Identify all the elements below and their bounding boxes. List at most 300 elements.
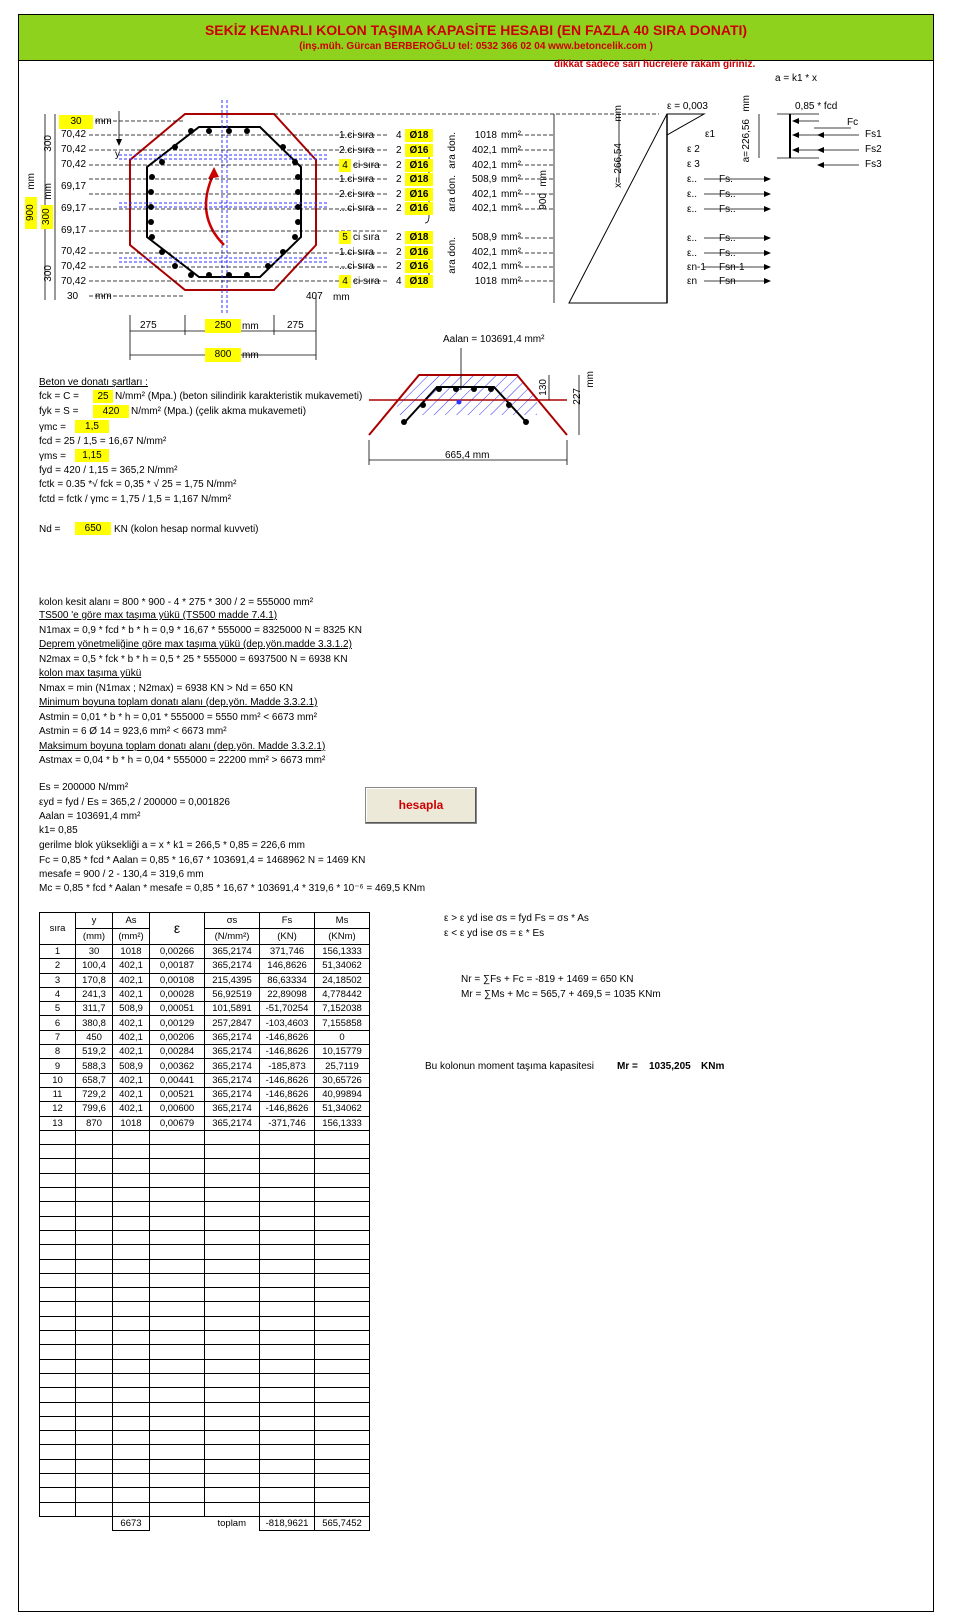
table-cell: 365,2174 xyxy=(205,1116,260,1130)
col-sira: sıra xyxy=(40,913,76,945)
row-n: 4 xyxy=(396,130,402,141)
fyd-line: fyd = 420 / 1,15 = 365,2 N/mm² xyxy=(39,465,178,476)
empty-row xyxy=(40,1316,370,1330)
row-label: ci sıra xyxy=(353,160,380,171)
aalan-label: Aalan = 103691,4 mm² xyxy=(443,334,545,345)
eps-4: ε.. xyxy=(687,174,698,185)
dim-10: 30 xyxy=(67,291,79,302)
row-label: 1.ci sıra xyxy=(339,130,375,141)
table-cell: -371,746 xyxy=(260,1116,315,1130)
table-cell: 0,00266 xyxy=(150,945,205,959)
table-cell: 4 xyxy=(40,987,76,1001)
table-cell: 156,1333 xyxy=(315,945,370,959)
table-cell: 365,2174 xyxy=(205,1030,260,1044)
gms-label: γms = xyxy=(39,451,66,462)
col-sig: σs xyxy=(205,913,260,929)
capacity-unit: KNm xyxy=(701,1061,725,1072)
dim-3: 70,42 xyxy=(61,159,87,170)
table-cell: 799,6 xyxy=(76,1102,113,1116)
table-cell: 508,9 xyxy=(113,1059,150,1073)
table-cell: -146,8626 xyxy=(260,1030,315,1044)
table-cell: 56,92519 xyxy=(205,987,260,1001)
row-area: 1018 xyxy=(474,276,497,287)
fcd-label: 0,85 * fcd xyxy=(795,101,838,112)
col-as-unit: (mm²) xyxy=(113,929,150,945)
table-cell: 658,7 xyxy=(76,1073,113,1087)
calc-line: Deprem yönetmeliğine göre max taşıma yükü (dep.yön.madde 3.3.1.2) xyxy=(39,639,352,650)
warning-text: dikkat sadece sarı hücrelere rakam giriniz. xyxy=(554,59,756,70)
nd-desc: KN (kolon hesap normal kuvveti) xyxy=(114,524,259,535)
row-label: ci sıra xyxy=(353,232,380,243)
empty-row xyxy=(40,1259,370,1273)
table-cell: 5 xyxy=(40,1002,76,1016)
table-cell: 402,1 xyxy=(113,973,150,987)
table-cell: 25,7119 xyxy=(315,1059,370,1073)
empty-row xyxy=(40,1488,370,1502)
calc-line: Astmax = 0,04 * b * h = 0,04 * 555000 = 22200 mm² > 6673 mm² xyxy=(39,755,326,766)
ara-don-2: ara don. xyxy=(447,175,458,212)
fs3-label: Fs3 xyxy=(865,159,882,170)
table-cell: 2 xyxy=(40,959,76,973)
row-unit: mm² xyxy=(501,130,521,141)
row-n: 2 xyxy=(396,174,402,185)
empty-row xyxy=(40,1331,370,1345)
table-cell: 3 xyxy=(40,973,76,987)
capacity-mr: Mr = xyxy=(617,1061,638,1072)
nr-equation: Nr = ∑Fs + Fc = -819 + 1469 = 650 KN xyxy=(461,974,634,985)
stirrup-outline xyxy=(147,127,301,277)
table-cell: 402,1 xyxy=(113,1016,150,1030)
fck-input[interactable]: 25 xyxy=(93,390,113,403)
calc-line: Astmin = 6 Ø 14 = 923,6 mm² < 6673 mm² xyxy=(39,726,227,737)
empty-row xyxy=(40,1159,370,1173)
a-value: 226,56 xyxy=(741,119,752,150)
row-label: ...ci sıra xyxy=(339,261,375,272)
mr-equation: Mr = ∑Ms + Mc = 565,7 + 469,5 = 1035 KNm xyxy=(461,989,661,1000)
width-core-input[interactable]: 250 xyxy=(205,319,241,333)
calc-line: Maksimum boyuna toplam donatı alanı (dep.yön. Madde 3.3.2.1) xyxy=(39,741,326,752)
empty-row xyxy=(40,1502,370,1516)
dim-1: 70,42 xyxy=(61,129,87,140)
mm-vertical: mm xyxy=(26,173,37,190)
table-cell: 156,1333 xyxy=(315,1116,370,1130)
empty-row xyxy=(40,1402,370,1416)
table-cell: 870 xyxy=(76,1116,113,1130)
table-cell: 30,65726 xyxy=(315,1073,370,1087)
table-cell: 0,00362 xyxy=(150,1059,205,1073)
fs2-label: Fs2 xyxy=(865,144,882,155)
eps-3: ε 3 xyxy=(687,159,700,170)
table-cell: 371,746 xyxy=(260,945,315,959)
mm-vertical-2: mm xyxy=(43,183,54,200)
capacity-value: 1035,205 xyxy=(649,1061,691,1072)
table-cell: 9 xyxy=(40,1059,76,1073)
row-n: 2 xyxy=(396,247,402,258)
fck-desc: N/mm² (Mpa.) (beton silindirik karakteristik mukavemeti) xyxy=(115,391,363,402)
eps-7: ε.. xyxy=(687,233,698,244)
empty-row xyxy=(40,1416,370,1430)
col-y: y xyxy=(76,913,113,929)
calc2-line: mesafe = 900 / 2 - 130,4 = 319,6 mm xyxy=(39,869,204,880)
empty-row xyxy=(40,1431,370,1445)
dim-4: 69,17 xyxy=(61,181,87,192)
table-cell: 402,1 xyxy=(113,1087,150,1101)
y-label: y xyxy=(115,149,120,160)
octagon-outline xyxy=(130,114,316,290)
side-input[interactable]: 300 xyxy=(41,205,53,229)
calc2-line: gerilme blok yüksekliği a = x * k1 = 266,5 * 0,85 = 226,6 mm xyxy=(39,840,305,851)
dim-407: 407 xyxy=(306,291,323,302)
table-cell: 1018 xyxy=(113,1116,150,1130)
row-area: 402,1 xyxy=(471,247,497,258)
top-cover-input[interactable]: 30 xyxy=(59,115,93,129)
col-fs: Fs xyxy=(260,913,315,929)
table-row xyxy=(40,1045,370,1059)
col-sig-unit: (N/mm²) xyxy=(205,929,260,945)
table-row xyxy=(40,1116,370,1130)
empty-row xyxy=(40,1173,370,1187)
total-row xyxy=(40,1516,370,1530)
table-cell: -146,8626 xyxy=(260,1045,315,1059)
dim-300-top: 300 xyxy=(43,135,54,152)
table-cell: 508,9 xyxy=(113,1002,150,1016)
results-table xyxy=(39,912,370,1531)
col-ms-unit: (KNm) xyxy=(315,929,370,945)
calc-line: kolon kesit alanı = 800 * 900 - 4 * 275 * 300 / 2 = 555000 mm² xyxy=(39,597,314,608)
row-unit: mm² xyxy=(501,160,521,171)
calc-line: N1max = 0,9 * fcd * b * h = 0,9 * 16,67 * 555000 = 8325000 N = 8325 KN xyxy=(39,625,363,636)
table-cell: 402,1 xyxy=(113,987,150,1001)
mm-label: mm xyxy=(242,350,259,361)
table-cell: 12 xyxy=(40,1102,76,1116)
table-cell: 0,00600 xyxy=(150,1102,205,1116)
table-cell: 365,2174 xyxy=(205,1102,260,1116)
row-unit: mm² xyxy=(501,261,521,272)
row-dia-input[interactable]: Ø16 xyxy=(405,260,433,273)
empty-row xyxy=(40,1359,370,1373)
row-unit: mm² xyxy=(501,189,521,200)
table-cell: 402,1 xyxy=(113,1073,150,1087)
calc2-line: Es = 200000 N/mm² xyxy=(39,782,129,793)
table-cell: 8 xyxy=(40,1045,76,1059)
worksheet xyxy=(18,14,934,1612)
row-count-input[interactable]: 4 xyxy=(339,275,351,288)
table-cell: 11 xyxy=(40,1087,76,1101)
table-row xyxy=(40,1087,370,1101)
row-label: 2.ci sıra xyxy=(339,145,375,156)
row-label: 1.ci sıra xyxy=(339,247,375,258)
stress-rule-1: ε > ε yd ise σs = fyd Fs = σs * As xyxy=(444,913,589,924)
empty-row xyxy=(40,1245,370,1259)
capacity-label: Bu kolonun moment taşıma kapasitesi xyxy=(425,1061,594,1072)
eps-6: ε.. xyxy=(687,204,698,215)
row-n: 2 xyxy=(396,232,402,243)
row-dia-input[interactable]: Ø18 xyxy=(405,129,433,142)
dim-300-bot: 300 xyxy=(43,265,54,282)
table-row xyxy=(40,1030,370,1044)
table-cell: 51,34062 xyxy=(315,1102,370,1116)
eps-10: εn xyxy=(687,276,698,287)
table-cell: 22,89098 xyxy=(260,987,315,1001)
table-cell: 365,2174 xyxy=(205,1059,260,1073)
table-cell: 40,99894 xyxy=(315,1087,370,1101)
fyk-input[interactable]: 420 xyxy=(93,405,129,418)
fs-label-6: Fsn-1 xyxy=(719,262,745,273)
row-area: 402,1 xyxy=(471,145,497,156)
table-cell: 365,2174 xyxy=(205,1087,260,1101)
eps-9: εn-1 xyxy=(687,262,706,273)
empty-row xyxy=(40,1230,370,1244)
empty-row xyxy=(40,1345,370,1359)
mm-label: mm xyxy=(95,116,112,127)
table-cell: 10,15779 xyxy=(315,1045,370,1059)
calc-line: N2max = 0,5 * fck * b * h = 0,5 * 25 * 555000 = 6937500 N = 6938 KN xyxy=(39,654,348,665)
eps-2: ε 2 xyxy=(687,144,700,155)
table-cell: 0,00108 xyxy=(150,973,205,987)
table-cell: 4,778442 xyxy=(315,987,370,1001)
table-cell: 0,00129 xyxy=(150,1016,205,1030)
table-cell: 0,00051 xyxy=(150,1002,205,1016)
calc-line: TS500 'e göre max taşıma yükü (TS500 madde 7.4.1) xyxy=(39,610,278,621)
mm-v: mm xyxy=(613,105,624,122)
fs-label-1: Fs. xyxy=(719,174,733,185)
fcd-line: fcd = 25 / 1,5 = 16,67 N/mm² xyxy=(39,436,167,447)
total-label: toplam xyxy=(217,1518,246,1530)
table-row xyxy=(40,959,370,973)
dim-8: 70,42 xyxy=(61,261,87,272)
fctk-line: fctk = 0.35 *√ fck = 0,35 * √ 25 = 1,75 N/mm² xyxy=(39,479,237,490)
table-cell: 1 xyxy=(40,945,76,959)
ara-don-1: ara don. xyxy=(447,132,458,169)
nd-input[interactable]: 650 xyxy=(75,522,111,535)
table-row xyxy=(40,1102,370,1116)
stress-rule-2: ε < ε yd ise σs = ε * Es xyxy=(444,928,545,939)
comp-width: 665,4 mm xyxy=(445,450,490,461)
row-label: 2.ci sıra xyxy=(339,189,375,200)
table-cell: 241,3 xyxy=(76,987,113,1001)
table-cell: 0,00441 xyxy=(150,1073,205,1087)
table-cell: 402,1 xyxy=(113,1102,150,1116)
mm-v4: mm xyxy=(585,371,596,388)
empty-row xyxy=(40,1216,370,1230)
mm-label: mm xyxy=(333,292,350,303)
row-unit: mm² xyxy=(501,276,521,287)
col-y-unit: (mm) xyxy=(76,929,113,945)
dim-w1: 275 xyxy=(140,320,157,331)
table-cell: 588,3 xyxy=(76,1059,113,1073)
row-unit: mm² xyxy=(501,247,521,258)
comp-h1: 130 xyxy=(538,379,549,396)
row-area: 508,9 xyxy=(471,174,497,185)
table-cell: 402,1 xyxy=(113,959,150,973)
row-area: 402,1 xyxy=(471,261,497,272)
fs1-label: Fs1 xyxy=(865,129,882,140)
table-cell: -103,4603 xyxy=(260,1016,315,1030)
fs-label-3: Fs.. xyxy=(719,204,736,215)
row-n: 2 xyxy=(396,203,402,214)
calc-line: Minimum boyuna toplam donatı alanı (dep.yön. Madde 3.3.2.1) xyxy=(39,697,318,708)
fctd-line: fctd = fctk / γmc = 1,75 / 1,5 = 1,167 N/mm² xyxy=(39,494,232,505)
col-as: As xyxy=(113,913,150,929)
fs-label-4: Fs.. xyxy=(719,233,736,244)
table-cell: 0,00679 xyxy=(150,1116,205,1130)
calc2-line: Mc = 0,85 * fcd * Aalan * mesafe = 0,85 * 16,67 * 103691,4 * 319,6 * 10⁻⁶ = 469,5 KNm xyxy=(39,883,426,894)
table-cell: 1018 xyxy=(113,945,150,959)
table-cell: 24,18502 xyxy=(315,973,370,987)
row-dia-input[interactable]: Ø18 xyxy=(405,231,433,244)
fyk-desc: N/mm² (Mpa.) (çelik akma mukavemeti) xyxy=(131,406,307,417)
row-n: 2 xyxy=(396,261,402,272)
table-cell: 0 xyxy=(315,1030,370,1044)
nd-label: Nd = xyxy=(39,524,61,535)
calc-line: Nmax = min (N1max ; N2max) = 6938 KN > Nd = 650 KN xyxy=(39,683,293,694)
row-area: 508,9 xyxy=(471,232,497,243)
row-unit: mm² xyxy=(501,232,521,243)
row-dia-input[interactable]: Ø16 xyxy=(405,246,433,259)
height-input[interactable]: 900 xyxy=(25,197,37,229)
row-dia-input[interactable]: Ø16 xyxy=(405,188,433,201)
x-value: 266,54 xyxy=(613,143,624,174)
row-n: 2 xyxy=(396,160,402,171)
table-cell: 519,2 xyxy=(76,1045,113,1059)
table-cell: 257,2847 xyxy=(205,1016,260,1030)
row-label: ...ci sıra xyxy=(339,203,375,214)
row-area: 1018 xyxy=(474,130,497,141)
table-cell: -51,70254 xyxy=(260,1002,315,1016)
dim-w3: 275 xyxy=(287,320,304,331)
row-area: 402,1 xyxy=(471,189,497,200)
empty-row xyxy=(40,1302,370,1316)
table-cell: 365,2174 xyxy=(205,959,260,973)
eps-value: ε = 0,003 xyxy=(667,101,708,112)
author-line: (inş.müh. Gürcan BERBEROĞLU tel: 0532 366 02 04 www.betoncelik.com ) xyxy=(299,41,653,52)
table-cell: 101,5891 xyxy=(205,1002,260,1016)
mm-label: mm xyxy=(242,321,259,332)
calc2-line: εyd = fyd / Es = 365,2 / 200000 = 0,001826 xyxy=(39,797,230,808)
table-row xyxy=(40,987,370,1001)
row-dia-input[interactable]: Ø16 xyxy=(405,144,433,157)
empty-row xyxy=(40,1288,370,1302)
mm-v2: mm xyxy=(538,170,549,187)
table-row xyxy=(40,945,370,959)
table-cell: 146,8626 xyxy=(260,959,315,973)
mm-label: mm xyxy=(95,291,112,302)
calc-line: kolon max taşıma yükü xyxy=(39,668,142,679)
table-cell: 365,2174 xyxy=(205,1073,260,1087)
table-cell: 0,00028 xyxy=(150,987,205,1001)
table-cell: 13 xyxy=(40,1116,76,1130)
calc2-line: Fc = 0,85 * fcd * Aalan = 0,85 * 16,67 * 103691,4 = 1468962 N = 1469 KN xyxy=(39,855,366,866)
calc2-line: k1= 0,85 xyxy=(39,825,78,836)
table-cell: 7,152038 xyxy=(315,1002,370,1016)
page-title: SEKİZ KENARLI KOLON TAŞIMA KAPASİTE HESABI (EN FAZLA 40 SIRA DONATI) xyxy=(204,22,748,38)
col-eps: ε xyxy=(150,913,205,945)
materials-title: Beton ve donatı şartları : xyxy=(39,377,148,388)
eps-8: ε.. xyxy=(687,248,698,259)
h-label: 900 xyxy=(538,193,549,210)
table-cell: 10 xyxy=(40,1073,76,1087)
empty-row xyxy=(40,1130,370,1144)
empty-row xyxy=(40,1273,370,1287)
row-label: 1.ci sıra xyxy=(339,174,375,185)
empty-row xyxy=(40,1202,370,1216)
empty-row xyxy=(40,1373,370,1387)
table-row xyxy=(40,1059,370,1073)
row-count-input[interactable]: 5 xyxy=(339,231,351,244)
row-area: 402,1 xyxy=(471,203,497,214)
mm-v3: mm xyxy=(741,95,752,112)
dim-5: 69,17 xyxy=(61,203,87,214)
dim-9: 70,42 xyxy=(61,276,87,287)
empty-row xyxy=(40,1188,370,1202)
x-label: x= xyxy=(613,177,624,188)
ara-don-3: ara don. xyxy=(447,237,458,274)
table-cell: 311,7 xyxy=(76,1002,113,1016)
fs-label-2: Fs.. xyxy=(719,189,736,200)
fc-label: Fc xyxy=(847,117,859,128)
table-cell: 0,00521 xyxy=(150,1087,205,1101)
table-cell: 450 xyxy=(76,1030,113,1044)
gmc-label: γmc = xyxy=(39,422,66,433)
row-dia-input[interactable]: Ø18 xyxy=(405,275,433,288)
row-n: 2 xyxy=(396,145,402,156)
col-fs-unit: (KN) xyxy=(260,929,315,945)
gmc-input[interactable]: 1,5 xyxy=(75,420,109,433)
comp-h2: 227 xyxy=(572,388,583,405)
table-cell: -146,8626 xyxy=(260,1073,315,1087)
table-cell: -185,873 xyxy=(260,1059,315,1073)
dim-7: 70,42 xyxy=(61,246,87,257)
table-row xyxy=(40,1002,370,1016)
gms-input[interactable]: 1,15 xyxy=(75,449,109,462)
table-cell: 402,1 xyxy=(113,1030,150,1044)
table-cell: 7,155858 xyxy=(315,1016,370,1030)
total-fs: -818,9621 xyxy=(260,1516,315,1530)
table-cell: 100,4 xyxy=(76,959,113,973)
formula-a: a = k1 * x xyxy=(775,73,817,84)
total-width-input[interactable]: 800 xyxy=(205,348,241,362)
table-cell: -146,8626 xyxy=(260,1087,315,1101)
table-cell: 6 xyxy=(40,1016,76,1030)
empty-row xyxy=(40,1388,370,1402)
hesapla-button[interactable]: hesapla xyxy=(365,787,477,824)
empty-row xyxy=(40,1459,370,1473)
row-dia-input[interactable]: Ø16 xyxy=(405,202,433,215)
row-dia-input[interactable]: Ø16 xyxy=(405,159,433,172)
row-dia-input[interactable]: Ø18 xyxy=(405,173,433,186)
table-cell: 51,34062 xyxy=(315,959,370,973)
row-n: 4 xyxy=(396,276,402,287)
dim-2: 70,42 xyxy=(61,144,87,155)
table-cell: 729,2 xyxy=(76,1087,113,1101)
row-area: 402,1 xyxy=(471,160,497,171)
empty-row xyxy=(40,1145,370,1159)
row-unit: mm² xyxy=(501,145,521,156)
fck-label: fck = C = xyxy=(39,391,80,402)
table-row xyxy=(40,1073,370,1087)
row-unit: mm² xyxy=(501,174,521,185)
table-cell: 365,2174 xyxy=(205,945,260,959)
table-cell: 86,63334 xyxy=(260,973,315,987)
fs-label-7: Fsn xyxy=(719,276,736,287)
table-row xyxy=(40,1016,370,1030)
fyk-label: fyk = S = xyxy=(39,406,79,417)
row-count-input[interactable]: 4 xyxy=(339,159,351,172)
empty-row xyxy=(40,1445,370,1459)
total-ms: 565,7452 xyxy=(315,1516,370,1530)
row-unit: mm² xyxy=(501,203,521,214)
row-label: ci sıra xyxy=(353,276,380,287)
